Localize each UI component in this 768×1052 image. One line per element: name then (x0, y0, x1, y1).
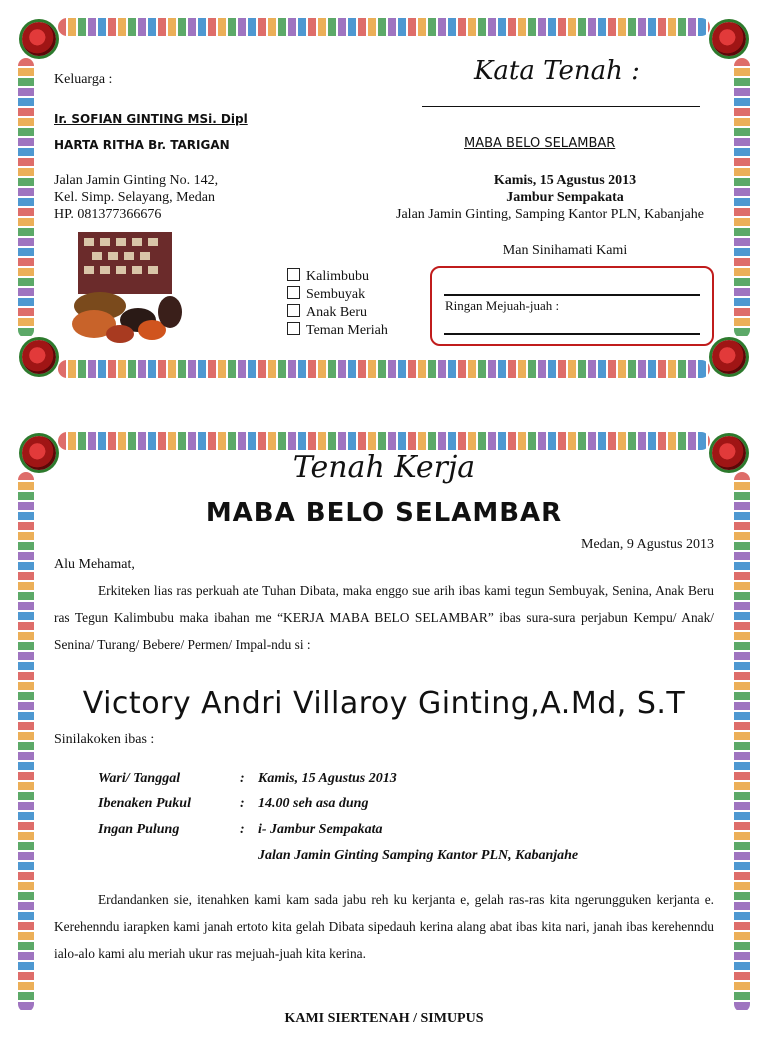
main-event-title: MABA BELO SELAMBAR (205, 498, 563, 528)
title-underline (422, 106, 700, 107)
floral-border-top (58, 18, 710, 36)
footer-heading: KAMI SIERTENAH / SIMUPUS (284, 1011, 484, 1026)
sinilakoken-label: Sinilakoken ibas : (54, 732, 155, 747)
detail-value-venue: i- Jambur Sempakata (258, 822, 383, 837)
option-anak-beru[interactable]: Anak Beru (287, 304, 388, 322)
detail-label-time: Ibenaken Pukul (98, 796, 191, 811)
recipient-options (287, 268, 388, 340)
tenah-kerja-title: Tenah Kerja (292, 450, 476, 485)
detail-value-time: 14.00 seh asa dung (258, 796, 369, 811)
phone-number: HP. 081377366676 (54, 207, 162, 222)
event-venue: Jambur Sempakata (506, 190, 624, 205)
keluarga-label: Keluarga : (54, 72, 113, 87)
option-teman-meriah[interactable]: Teman Meriah (287, 322, 388, 340)
address-line-2: Kel. Simp. Selayang, Medan (54, 190, 215, 205)
detail-sep: : (240, 822, 245, 837)
detail-sep: : (240, 796, 245, 811)
closing-paragraph: Erdandanken sie, itenahken kami kam sada jabu reh ku kerjanta e, gelah ras-ras kita ngerungguken kerjanta e. Kerehenndu iarapken kami janah ertoto kita gelah Dibata sipedauh kerina alang abat ibas kita nari, janah ibas kerehenndu ialo-alo kami alu meriah ukur ras mejuah-juah kita kerina. (54, 892, 714, 961)
option-kalimbubu[interactable]: Kalimbubu (287, 268, 388, 286)
salutation: Alu Mehamat, (54, 557, 135, 572)
floral-border-bottom (58, 360, 710, 378)
rose-corner-icon (22, 340, 56, 374)
place-date: Medan, 9 Agustus 2013 (581, 537, 714, 552)
checkbox-icon[interactable] (287, 304, 300, 317)
ringan-label: Ringan Mejuah-juah : (445, 298, 560, 313)
event-name-header: MABA BELO SELAMBAR (464, 136, 616, 151)
checkbox-icon[interactable] (287, 286, 300, 299)
rose-corner-icon (712, 340, 746, 374)
detail-venue-address: Jalan Jamin Ginting Samping Kantor PLN, Kabanjahe (258, 848, 579, 863)
opening-paragraph: Erkiteken lias ras perkuah ate Tuhan Dibata, maka enggo sue arih ibas kami tegun Sembuyak, Senina, Anak Beru ras Tegun Kalimbubu maka ibahan me “KERJA MABA BELO SELAMBAR” ibas sura-sura perjabun Kempu/ Anak/ Senina/ Turang/ Bebere/ Permen/ Impal-ndu si : (54, 583, 714, 652)
detail-label-date: Wari/ Tanggal (98, 771, 181, 786)
greeting-text: Man Sinihamati Kami (502, 243, 628, 258)
rose-corner-icon (712, 22, 746, 56)
honoree-name: Victory Andri Villaroy Ginting,A.Md, S.T (82, 686, 686, 721)
family-name-2: HARTA RITHA Br. TARIGAN (54, 138, 230, 152)
kata-tenah-title: Kata Tenah : (474, 56, 640, 86)
checkbox-icon[interactable] (287, 268, 300, 281)
event-date: Kamis, 15 Agustus 2013 (493, 173, 637, 188)
checkbox-icon[interactable] (287, 322, 300, 335)
recipient-line-bottom (444, 333, 700, 335)
option-sembuyak[interactable]: Sembuyak (287, 286, 388, 304)
floral-border-top (58, 432, 710, 450)
event-venue-address: Jalan Jamin Ginting, Samping Kantor PLN, Kabanjahe (396, 207, 704, 222)
family-name-1: Ir. SOFIAN GINTING MSi. Dipl (54, 112, 248, 126)
floral-border-left (18, 58, 34, 338)
rose-corner-icon (22, 22, 56, 56)
floral-border-left (18, 472, 34, 1012)
recipient-line-top (444, 294, 700, 296)
floral-border-right (734, 472, 750, 1012)
detail-value-date: Kamis, 15 Agustus 2013 (258, 771, 397, 786)
floral-border-right (734, 58, 750, 338)
detail-sep: : (240, 771, 245, 786)
detail-label-venue: Ingan Pulung (98, 822, 180, 837)
gift-basket-image (60, 228, 190, 346)
address-line-1: Jalan Jamin Ginting No. 142, (54, 173, 219, 188)
